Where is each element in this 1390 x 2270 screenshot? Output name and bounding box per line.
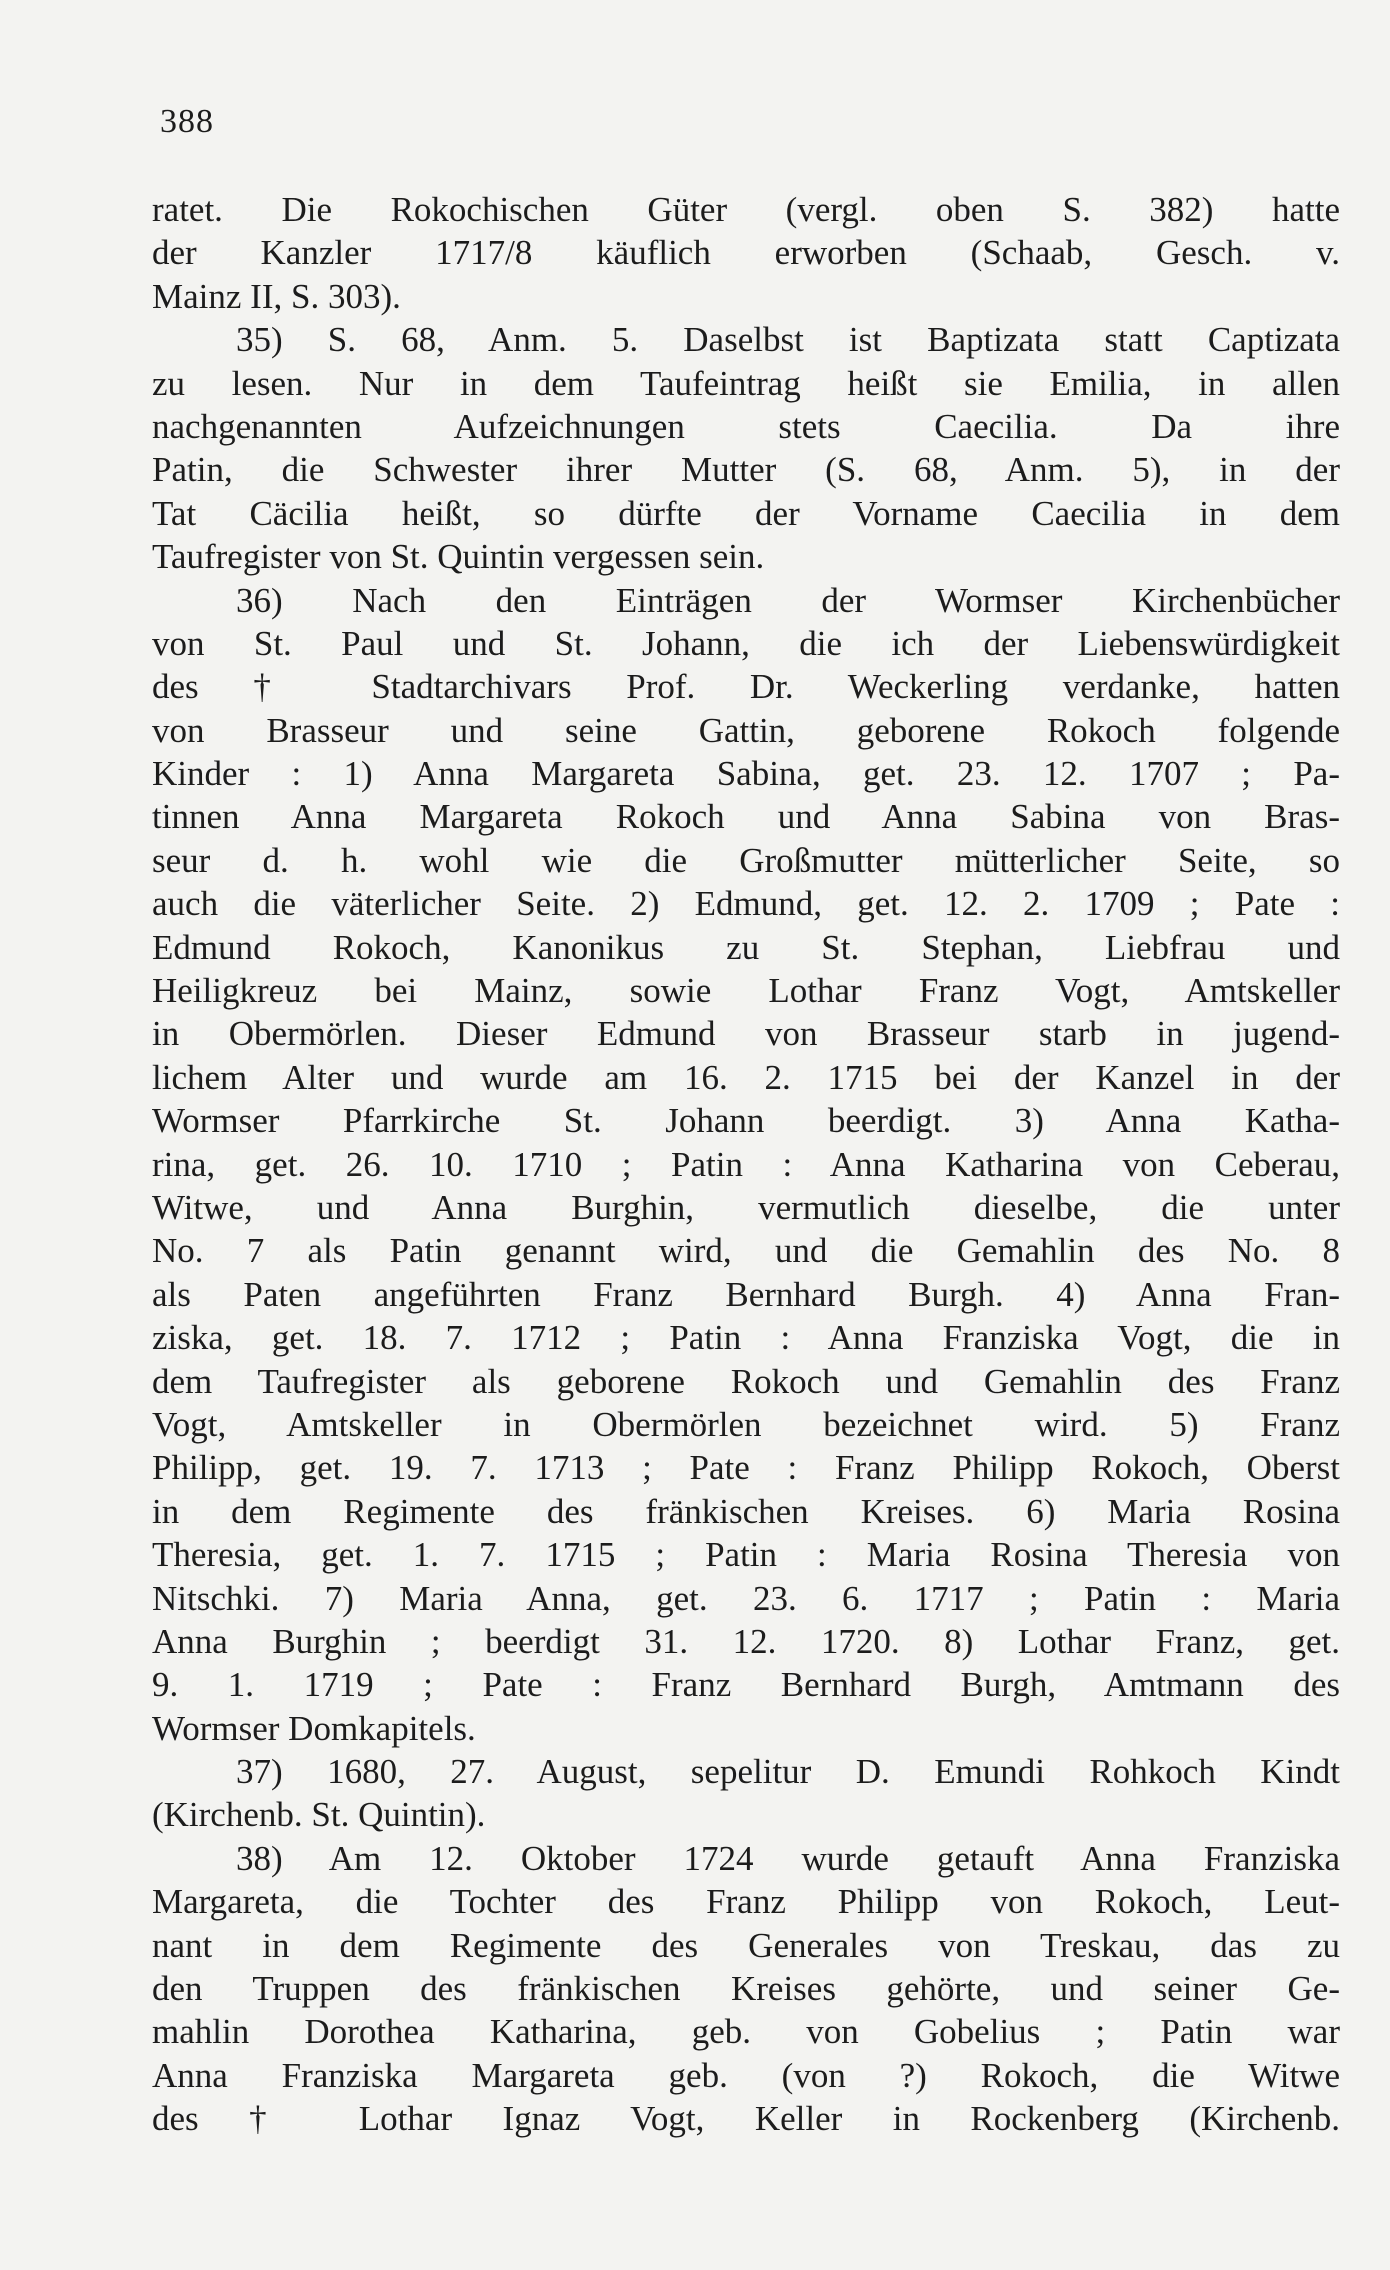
text-line: (Kirchenb. St. Quintin). xyxy=(152,1795,486,1835)
body-text xyxy=(152,188,1340,2141)
text-line: Heiligkreuz bei Mainz, sowie Lothar Franz Vogt, Amtskeller xyxy=(152,971,1340,1011)
text-line: den Truppen des fränkischen Kreises gehörte, und seiner Ge- xyxy=(152,1969,1340,2009)
text-line: Anna Burghin ; beerdigt 31. 12. 1720. 8) Lothar Franz, get. xyxy=(152,1621,1340,1661)
text-line: von Brasseur und seine Gattin, geborene Rokoch folgende xyxy=(152,710,1340,750)
text-line: mahlin Dorothea Katharina, geb. von Gobelius ; Patin war xyxy=(152,2012,1340,2052)
text-line: No. 7 als Patin genannt wird, und die Gemahlin des No. 8 xyxy=(152,1231,1340,1271)
text-line: in Obermörlen. Dieser Edmund von Brasseur starb in jugend- xyxy=(152,1014,1340,1054)
text-line: rina, get. 26. 10. 1710 ; Patin : Anna Katharina von Ceberau, xyxy=(152,1144,1340,1184)
text-line: ziska, get. 18. 7. 1712 ; Patin : Anna Franziska Vogt, die in xyxy=(152,1318,1340,1358)
text-line: Tat Cäcilia heißt, so dürfte der Vorname Caecilia in dem xyxy=(152,493,1340,533)
text-line: Witwe, und Anna Burghin, vermutlich dieselbe, die unter xyxy=(152,1187,1340,1227)
text-line: des † Stadtarchivars Prof. Dr. Weckerling verdanke, hatten xyxy=(152,667,1340,707)
text-line: 38) Am 12. Oktober 1724 wurde getauft Anna Franziska xyxy=(236,1838,1340,1878)
text-line: seur d. h. wohl wie die Großmutter mütterlicher Seite, so xyxy=(152,840,1340,880)
text-line: 37) 1680, 27. August, sepelitur D. Emundi Rohkoch Kindt xyxy=(236,1752,1340,1792)
text-line: Wormser Pfarrkirche St. Johann beerdigt. 3) Anna Katha- xyxy=(152,1101,1340,1141)
text-line: Kinder : 1) Anna Margareta Sabina, get. 23. 12. 1707 ; Pa- xyxy=(152,754,1340,794)
text-line: Mainz II, S. 303). xyxy=(152,276,401,316)
text-line: 36) Nach den Einträgen der Wormser Kirchenbücher xyxy=(236,580,1340,620)
text-line: tinnen Anna Margareta Rokoch und Anna Sabina von Bras- xyxy=(152,797,1340,837)
text-line: lichem Alter und wurde am 16. 2. 1715 bei der Kanzel in der xyxy=(152,1057,1340,1097)
text-line: in dem Regimente des fränkischen Kreises. 6) Maria Rosina xyxy=(152,1491,1340,1531)
text-line: 9. 1. 1719 ; Pate : Franz Bernhard Burgh, Amtmann des xyxy=(152,1665,1340,1705)
text-line: Edmund Rokoch, Kanonikus zu St. Stephan, Liebfrau und xyxy=(152,927,1340,967)
text-line: Wormser Domkapitels. xyxy=(152,1708,476,1748)
text-line: ratet. Die Rokochischen Güter (vergl. oben S. 382) hatte xyxy=(152,190,1340,229)
text-line: 35) S. 68, Anm. 5. Daselbst ist Baptizata statt Captizata xyxy=(236,320,1340,360)
text-line: von St. Paul und St. Johann, die ich der Liebenswürdigkeit xyxy=(152,623,1340,663)
text-line: Patin, die Schwester ihrer Mutter (S. 68, Anm. 5), in der xyxy=(152,450,1340,490)
text-line: Taufregister von St. Quintin vergessen sein. xyxy=(152,537,765,577)
text-line: der Kanzler 1717/8 käuflich erworben (Schaab, Gesch. v. xyxy=(152,233,1340,273)
text-line: Theresia, get. 1. 7. 1715 ; Patin : Maria Rosina Theresia von xyxy=(152,1535,1340,1575)
text-line: Anna Franziska Margareta geb. (von ?) Rokoch, die Witwe xyxy=(152,2055,1340,2095)
page-number: 388 xyxy=(160,103,214,140)
text-line: des † Lothar Ignaz Vogt, Keller in Rockenberg (Kirchenb. xyxy=(152,2099,1340,2139)
text-line: nant in dem Regimente des Generales von Treskau, das zu xyxy=(152,1925,1340,1965)
text-line: Vogt, Amtskeller in Obermörlen bezeichnet wird. 5) Franz xyxy=(152,1404,1340,1444)
text-line: zu lesen. Nur in dem Taufeintrag heißt sie Emilia, in allen xyxy=(152,363,1340,403)
text-line: auch die väterlicher Seite. 2) Edmund, get. 12. 2. 1709 ; Pate : xyxy=(152,884,1340,924)
text-line: Nitschki. 7) Maria Anna, get. 23. 6. 1717 ; Patin : Maria xyxy=(152,1578,1340,1618)
text-line: Margareta, die Tochter des Franz Philipp von Rokoch, Leut- xyxy=(152,1882,1340,1922)
text-line: Philipp, get. 19. 7. 1713 ; Pate : Franz Philipp Rokoch, Oberst xyxy=(152,1448,1340,1488)
text-line: nachgenannten Aufzeichnungen stets Caecilia. Da ihre xyxy=(152,406,1340,446)
text-line: als Paten angeführten Franz Bernhard Burgh. 4) Anna Fran- xyxy=(152,1274,1340,1314)
text-line: dem Taufregister als geborene Rokoch und Gemahlin des Franz xyxy=(152,1361,1340,1401)
